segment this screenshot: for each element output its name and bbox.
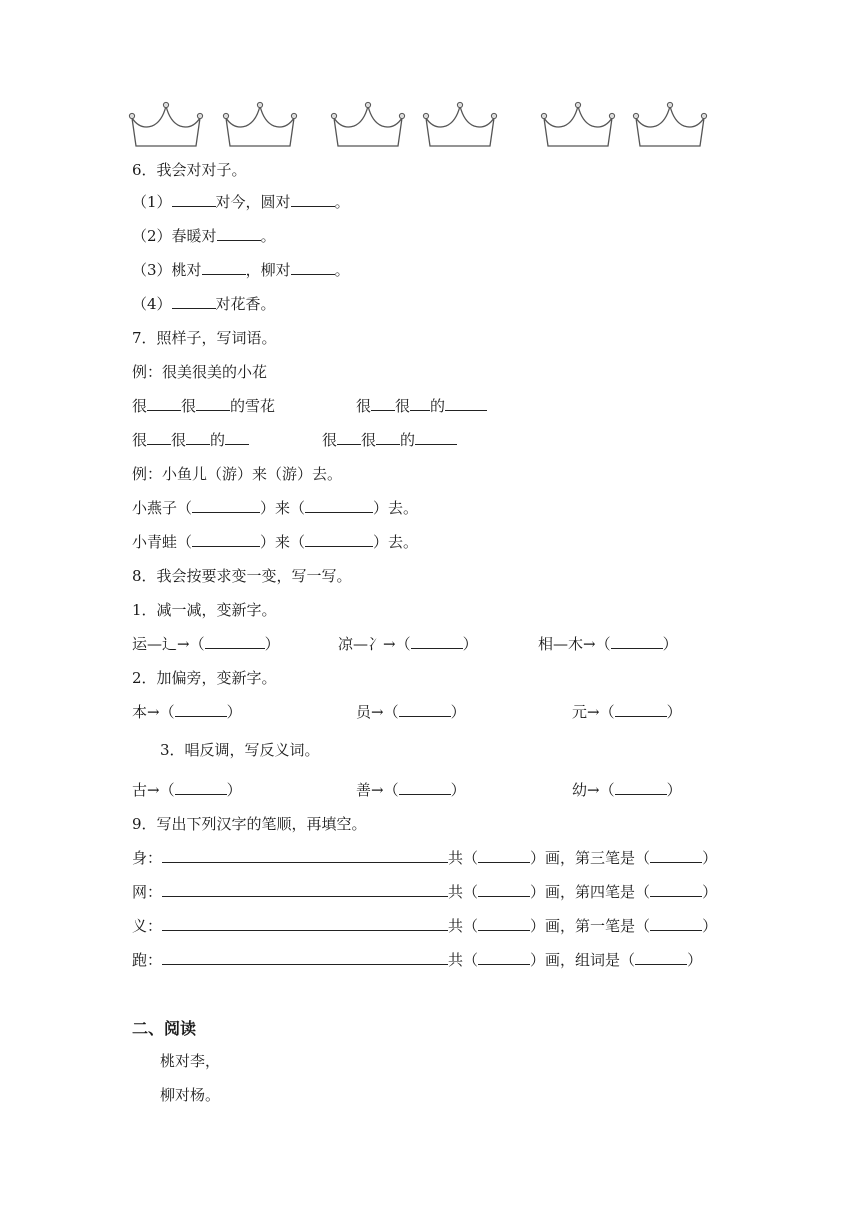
item-text: ）	[264, 635, 280, 653]
item-text: ）	[450, 781, 466, 799]
item-number: （3）	[132, 261, 172, 279]
hen-text: 很	[356, 397, 372, 415]
char-label: 跑：	[132, 951, 163, 969]
hen-text: 很	[132, 397, 148, 415]
item-text: ）去。	[373, 533, 419, 551]
q7-row-1a	[132, 396, 275, 416]
char-label: 身：	[132, 849, 163, 867]
q8-sub2-item	[356, 702, 466, 722]
answer-blank[interactable]	[337, 430, 361, 445]
q9-row	[132, 950, 702, 970]
q6-item-2	[132, 226, 276, 246]
answer-blank[interactable]	[650, 882, 702, 897]
item-text: 运—辶→（	[132, 635, 205, 653]
answer-blank[interactable]	[371, 396, 395, 411]
item-number: （1）	[132, 193, 172, 211]
item-text: ）	[666, 781, 682, 799]
q8-sub1-item	[338, 634, 478, 654]
item-text: 元→（	[572, 703, 615, 721]
item-text: 桃对	[171, 261, 202, 279]
poem-line: 桃对李，	[160, 1052, 221, 1070]
hen-text: 很	[171, 431, 187, 449]
answer-blank[interactable]	[445, 396, 487, 411]
item-text: 善→（	[356, 781, 399, 799]
answer-blank[interactable]	[147, 430, 171, 445]
q8-sub2-item	[572, 702, 682, 722]
item-text: 共（	[448, 951, 479, 969]
answer-blank[interactable]	[291, 260, 335, 275]
q6-item-3	[132, 260, 350, 280]
q8-title: 8．我会按要求变一变，写一写。	[132, 567, 352, 585]
de-text: 的	[430, 397, 446, 415]
stroke-order-blank[interactable]	[162, 950, 448, 965]
item-text: 画，第一笔是（	[545, 917, 651, 935]
stroke-order-blank[interactable]	[162, 882, 448, 897]
hen-text: 很	[322, 431, 338, 449]
answer-blank[interactable]	[478, 848, 530, 863]
de-text: 的	[210, 431, 226, 449]
item-text: 古→（	[132, 781, 175, 799]
answer-blank[interactable]	[205, 634, 265, 649]
item-text: ）	[666, 703, 682, 721]
item-text: 春暖对	[171, 227, 217, 245]
answer-blank[interactable]	[305, 498, 373, 513]
answer-blank[interactable]	[175, 780, 227, 795]
answer-blank[interactable]	[478, 950, 530, 965]
answer-blank[interactable]	[172, 192, 216, 207]
de-text: 的	[400, 431, 416, 449]
hen-text: 很	[181, 397, 197, 415]
stroke-order-blank[interactable]	[162, 848, 448, 863]
char-label: 义：	[132, 917, 163, 935]
answer-blank[interactable]	[172, 294, 216, 309]
q8-sub2: 2．加偏旁，变新字。	[132, 669, 277, 687]
answer-blank[interactable]	[478, 882, 530, 897]
q7-row-1b	[356, 396, 487, 416]
item-end: 。	[260, 227, 276, 245]
item-text: 共（	[448, 917, 479, 935]
item-text: 画，第四笔是（	[545, 883, 651, 901]
answer-blank[interactable]	[635, 950, 687, 965]
q8-sub1: 1．减一减，变新字。	[132, 601, 277, 619]
item-text: 本→（	[132, 703, 175, 721]
q6-item-1	[132, 192, 350, 212]
answer-blank[interactable]	[192, 532, 260, 547]
crown-icon	[420, 100, 500, 154]
item-text: ）	[530, 951, 546, 969]
item-text: 对花香。	[215, 295, 276, 313]
crown-icon	[328, 100, 408, 154]
item-text: 共（	[448, 849, 479, 867]
crown-icon	[538, 100, 618, 154]
item-text: ）	[462, 635, 478, 653]
answer-blank[interactable]	[291, 192, 335, 207]
q7-row-frog	[132, 532, 418, 552]
answer-blank[interactable]	[478, 916, 530, 931]
item-text: 小青蛙（	[132, 533, 193, 551]
answer-blank[interactable]	[411, 634, 463, 649]
item-end: 。	[334, 193, 350, 211]
item-text: ）	[530, 917, 546, 935]
item-text: 凉—冫→（	[338, 635, 411, 653]
item-text: ）	[662, 635, 678, 653]
q8-sub2-item	[132, 702, 242, 722]
item-text: 小燕子（	[132, 499, 193, 517]
q9-row	[132, 882, 717, 902]
answer-blank[interactable]	[186, 430, 210, 445]
answer-blank[interactable]	[650, 916, 702, 931]
poem-line: 柳对杨。	[160, 1086, 221, 1104]
item-text: ）去。	[373, 499, 419, 517]
q8-sub1-item	[132, 634, 280, 654]
answer-blank[interactable]	[196, 396, 230, 411]
item-text: ）	[450, 703, 466, 721]
answer-blank[interactable]	[399, 702, 451, 717]
char-label: 网：	[132, 883, 163, 901]
answer-blank[interactable]	[147, 396, 181, 411]
item-text: 共（	[448, 883, 479, 901]
item-end: 。	[334, 261, 350, 279]
item-text: ，柳对	[245, 261, 291, 279]
q6-item-4	[132, 294, 276, 314]
answer-blank[interactable]	[202, 260, 246, 275]
answer-blank[interactable]	[225, 430, 249, 445]
answer-blank[interactable]	[611, 634, 663, 649]
item-text: ）	[530, 883, 546, 901]
q8-sub3-item	[356, 780, 466, 800]
crown-icon	[126, 100, 206, 154]
q9-title: 9．写出下列汉字的笔顺，再填空。	[132, 815, 367, 833]
q7-row-2b	[322, 430, 457, 450]
section-title: 二、阅读	[132, 1019, 197, 1038]
item-text: 相—木→（	[538, 635, 611, 653]
answer-blank[interactable]	[217, 226, 261, 241]
item-text: 画，第三笔是（	[545, 849, 651, 867]
answer-blank[interactable]	[615, 702, 667, 717]
item-text: ）	[702, 883, 718, 901]
answer-blank[interactable]	[399, 780, 451, 795]
crown-icon	[220, 100, 300, 154]
snow-text: 的雪花	[230, 397, 276, 415]
answer-blank[interactable]	[615, 780, 667, 795]
q8-sub3-item	[132, 780, 242, 800]
item-text: 画，组词是（	[545, 951, 636, 969]
item-text: ）	[702, 849, 718, 867]
answer-blank[interactable]	[415, 430, 457, 445]
q9-row	[132, 916, 717, 936]
answer-blank[interactable]	[192, 498, 260, 513]
answer-blank[interactable]	[376, 430, 400, 445]
answer-blank[interactable]	[650, 848, 702, 863]
q7-example-2: 例：小鱼儿（游）来（游）去。	[132, 465, 343, 483]
q7-example-1: 例：很美很美的小花	[132, 363, 268, 381]
hen-text: 很	[132, 431, 148, 449]
hen-text: 很	[361, 431, 377, 449]
item-text: ）	[530, 849, 546, 867]
item-text: 幼→（	[572, 781, 615, 799]
q9-row	[132, 848, 717, 868]
q7-title: 7．照样子，写词语。	[132, 329, 277, 347]
item-number: （4）	[132, 295, 172, 313]
q6-title: 6．我会对对子。	[132, 161, 247, 179]
answer-blank[interactable]	[175, 702, 227, 717]
item-text: 员→（	[356, 703, 399, 721]
q7-row-2a	[132, 430, 249, 450]
q8-sub3: 3．唱反调，写反义词。	[160, 741, 320, 759]
stroke-order-blank[interactable]	[162, 916, 448, 931]
hen-text: 很	[395, 397, 411, 415]
answer-blank[interactable]	[410, 396, 430, 411]
answer-blank[interactable]	[305, 532, 373, 547]
item-number: （2）	[132, 227, 172, 245]
item-text: ）来（	[260, 533, 306, 551]
crown-icon	[630, 100, 710, 154]
q7-row-swallow	[132, 498, 418, 518]
item-text: ）	[226, 703, 242, 721]
item-text: ）	[687, 951, 703, 969]
item-text: ）来（	[260, 499, 306, 517]
q8-sub1-item	[538, 634, 678, 654]
crown-row	[126, 100, 726, 154]
item-text: ）	[702, 917, 718, 935]
item-text: 对今，圆对	[215, 193, 291, 211]
item-text: ）	[226, 781, 242, 799]
q8-sub3-item	[572, 780, 682, 800]
